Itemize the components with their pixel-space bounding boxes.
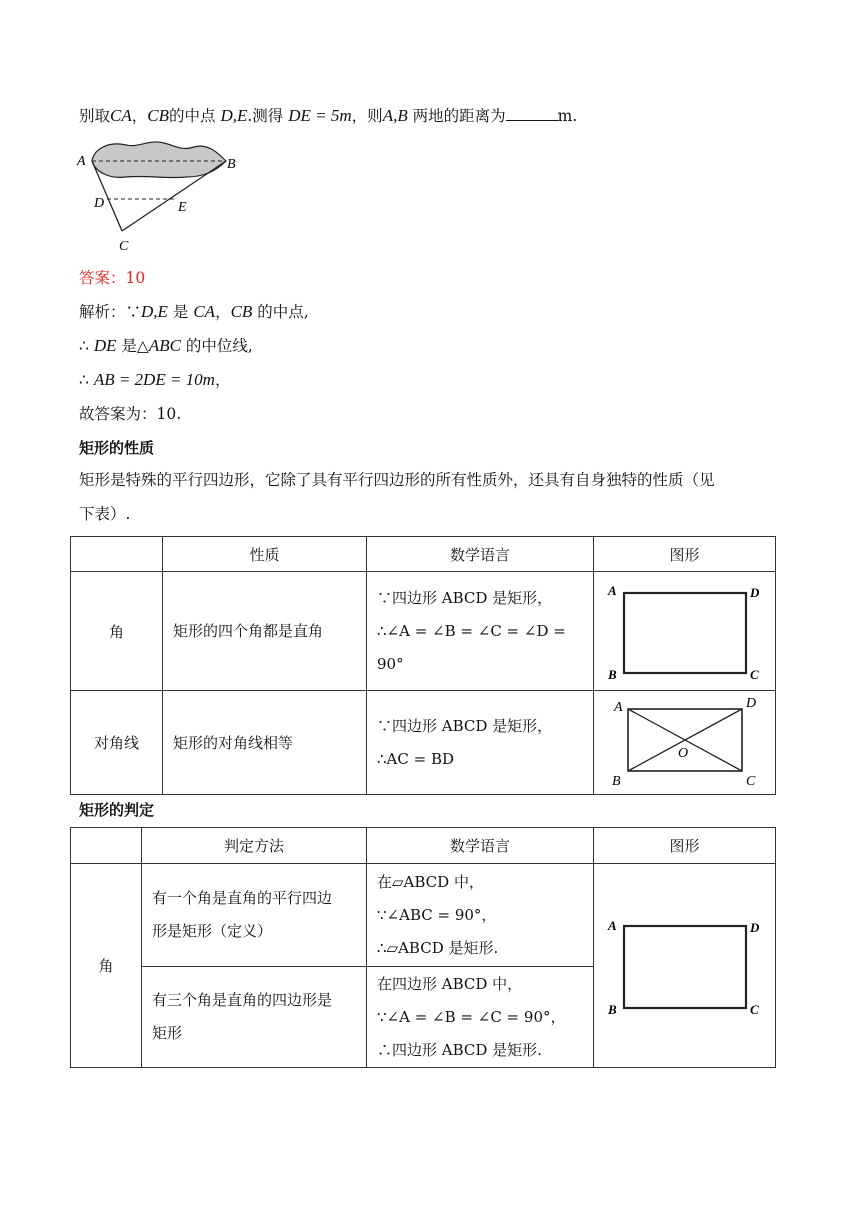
intro-line-2: 下表）.	[79, 505, 131, 523]
header-cell: 判定方法	[142, 828, 367, 864]
math-line: ∴▱ABCD 是矩形.	[377, 938, 499, 957]
criteria-table	[70, 827, 776, 1068]
answer-line	[79, 268, 145, 288]
pond-shape	[92, 142, 226, 178]
method-line: 形是矩形（定义）	[152, 922, 273, 940]
analysis-line-1	[79, 302, 309, 322]
segment-ca: CA	[110, 106, 132, 125]
label-c: C	[749, 1001, 759, 1016]
group-name: 角	[71, 864, 142, 1068]
row-figure	[594, 572, 776, 691]
math-line: 在四边形 ABCD 中，	[377, 974, 523, 993]
math-line: ∵四边形 ABCD 是矩形，	[377, 716, 553, 735]
row-math	[367, 864, 594, 967]
header-cell: 数学语言	[367, 537, 594, 572]
problem-statement	[79, 106, 577, 126]
table-header-row	[71, 828, 776, 864]
row-method	[142, 864, 367, 967]
label-b: B	[227, 157, 236, 172]
method-line: 矩形	[152, 1024, 183, 1042]
de-equation: DE = 5m	[288, 106, 352, 125]
row-math	[367, 572, 594, 691]
header-cell: 图形	[594, 828, 776, 864]
row-name: 对角线	[71, 691, 163, 795]
segment-de: DE	[93, 336, 117, 355]
problem-text: 别取	[79, 107, 111, 125]
section-heading-criteria: 矩形的判定	[79, 801, 155, 819]
math-line: 在▱ABCD 中，	[377, 872, 484, 891]
math-line: ∵∠ABC = 90°，	[377, 905, 497, 924]
unit-text: m.	[557, 107, 578, 125]
triangle-abc: ABC	[148, 336, 181, 355]
label-e: E	[178, 200, 187, 215]
measure-text: .测得	[247, 107, 284, 125]
row-figure	[594, 864, 776, 1068]
math-line: ∴∠A = ∠B = ∠C = ∠D = 90°	[377, 621, 566, 673]
segment-cb: CB	[230, 302, 253, 321]
label-c: C	[749, 667, 759, 681]
math-line: ∵∠A = ∠B = ∠C = 90°，	[377, 1007, 566, 1026]
segment-cb: CB	[147, 106, 169, 125]
therefore-symbol: ∴	[79, 337, 89, 355]
label-a: A	[613, 699, 623, 715]
label-o: O	[677, 745, 688, 761]
label-c: C	[745, 773, 755, 789]
table-row	[71, 864, 776, 967]
label-d: D	[745, 695, 756, 711]
row-name: 角	[71, 572, 163, 691]
row-math	[367, 967, 594, 1068]
header-cell	[71, 828, 142, 864]
analysis-text: 的中点,	[257, 303, 309, 321]
rectangle-figure	[600, 581, 770, 681]
header-cell: 数学语言	[367, 828, 594, 864]
analysis-text: 解析：∵	[79, 303, 142, 321]
method-line: 有三个角是直角的四边形是	[152, 991, 333, 1009]
analysis-line-4: 故答案为：10.	[79, 405, 182, 423]
distance-text: 两地的距离为	[412, 107, 506, 125]
label-a: A	[77, 154, 86, 169]
math-line: ∴四边形 ABCD 是矩形.	[377, 1040, 542, 1059]
header-cell: 性质	[163, 537, 367, 572]
points-ab: A,B	[382, 106, 408, 125]
table-row	[71, 572, 776, 691]
analysis-line-2	[79, 336, 253, 356]
answer-value: 10	[125, 269, 146, 287]
label-b: B	[607, 1001, 617, 1016]
comma: ，	[215, 303, 231, 321]
header-cell	[71, 537, 163, 572]
analysis-text: 的中位线,	[185, 337, 253, 355]
comma: ，	[131, 107, 148, 125]
label-b: B	[611, 773, 621, 789]
ab-equation: AB = 2DE = 10m	[93, 370, 215, 389]
table-header-row	[71, 537, 776, 572]
row-figure	[594, 691, 776, 795]
rectangle-figure	[600, 916, 770, 1016]
method-line: 有一个角是直角的平行四边	[152, 889, 333, 907]
math-line: ∴AC = BD	[377, 749, 455, 768]
answer-blank	[506, 106, 558, 121]
table-row	[71, 691, 776, 795]
points-de: D,E	[220, 106, 248, 125]
label-b: B	[607, 667, 617, 681]
properties-table	[70, 536, 776, 795]
points-de: D,E	[141, 302, 168, 321]
row-method	[142, 967, 367, 1068]
analysis-line-3	[79, 370, 230, 390]
answer-label: 答案：	[79, 269, 126, 287]
header-cell: 图形	[594, 537, 776, 572]
then-text: ，则	[351, 107, 383, 125]
comma: ，	[214, 371, 231, 389]
label-d: D	[94, 196, 105, 211]
row-property: 矩形的四个角都是直角	[163, 572, 367, 691]
analysis-text: 是△	[121, 337, 149, 355]
analysis-text: 是	[172, 303, 189, 321]
segment-ca: CA	[193, 302, 216, 321]
rectangle-diagonals-figure	[600, 695, 770, 791]
section-heading-properties: 矩形的性质	[79, 439, 155, 457]
label-a: A	[607, 917, 617, 933]
label-d: D	[749, 585, 759, 600]
math-line: ∵四边形 ABCD 是矩形，	[377, 588, 553, 607]
label-a: A	[607, 583, 617, 598]
label-d: D	[749, 919, 759, 935]
therefore-symbol: ∴	[79, 371, 89, 389]
pond-triangle-figure	[76, 135, 246, 257]
row-math	[367, 691, 594, 795]
label-c: C	[119, 239, 129, 254]
intro-line-1: 矩形是特殊的平行四边形，它除了具有平行四边形的所有性质外，还具有自身独特的性质（见	[79, 471, 715, 489]
midpoint-text: 的中点	[169, 107, 216, 125]
row-property: 矩形的对角线相等	[163, 691, 367, 795]
